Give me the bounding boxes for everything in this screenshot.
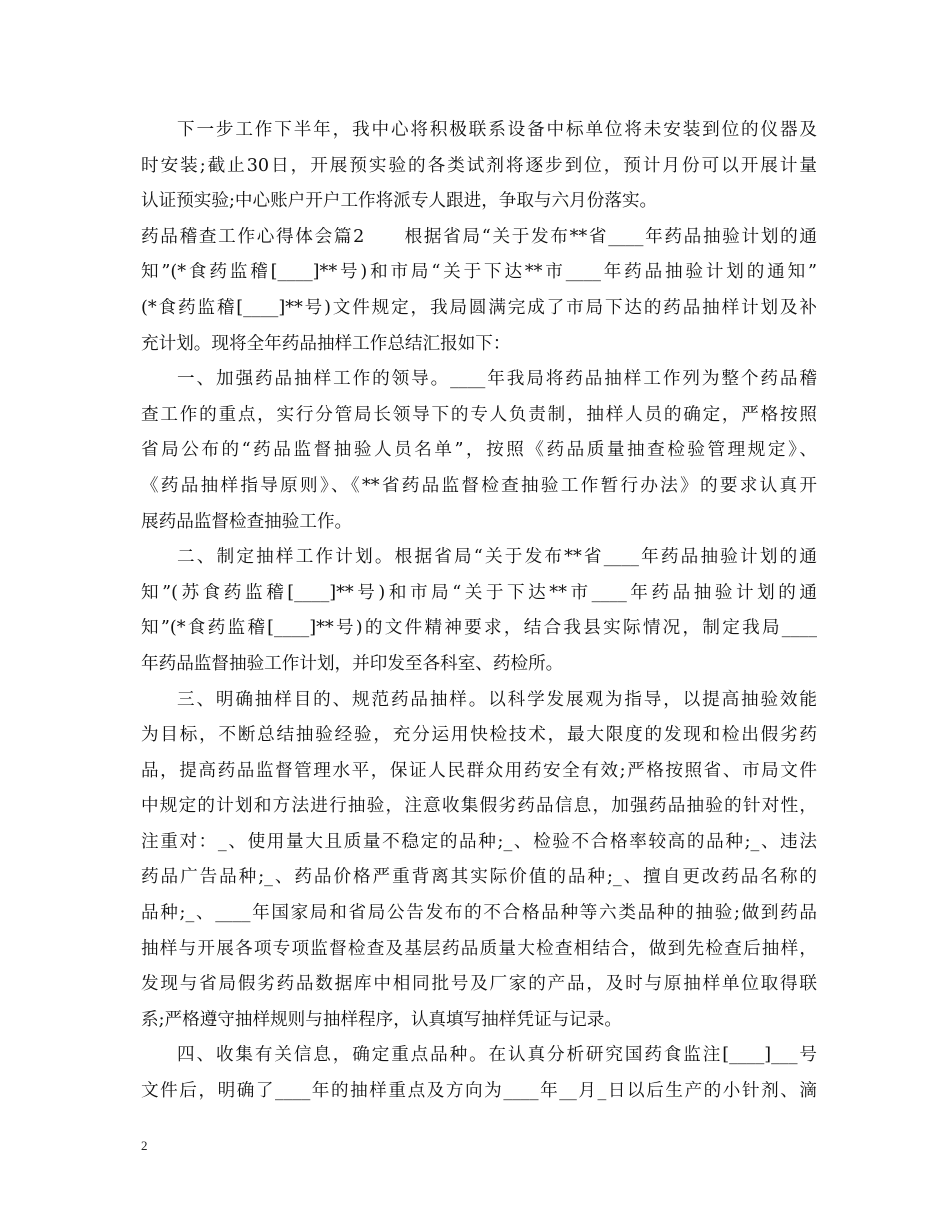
text-line: 年药品监督抽验工作计划，并印发至各科室、药检所。	[141, 653, 564, 674]
text-line: 下一步工作下半年，我中心将积极联系设备中标单位将未安装到位的仪器及	[177, 120, 817, 140]
text-line: 查工作的重点，实行分管局长领导下的专人负责制，抽样人员的确定，严格按照	[141, 404, 817, 425]
document-body	[141, 113, 817, 1110]
text-line: 发现与省局假劣药品数据库中相同批号及厂家的产品，及时与原抽样单位取得联	[141, 974, 817, 995]
text-line: 一、加强药品抽样工作的领导。____年我局将药品抽样工作列为整个药品稽	[177, 369, 817, 390]
text-line: 四、收集有关信息，确定重点品种。在认真分析研究国药食监注[____]___号	[177, 1045, 817, 1066]
text-line: 注重对：_、使用量大且质量不稳定的品种;_、检验不合格率较高的品种;_、违法	[141, 831, 817, 852]
text-line: 系;严格遵守抽样规则与抽样程序，认真填写抽样凭证与记录。	[141, 1009, 622, 1030]
text-line: 中规定的计划和方法进行抽验，注意收集假劣药品信息，加强药品抽验的针对性，	[141, 796, 817, 817]
text-line: 认证预实验;中心账户开户工作将派专人跟进，争取与六月份落实。	[141, 191, 658, 212]
text-line: 时安装;截止30日，开展预实验的各类试剂将逐步到位，预计月份可以开展计量	[141, 155, 817, 176]
text-line: 展药品监督检查抽验工作。	[141, 511, 353, 532]
text-line: 为目标，不断总结抽验经验，充分运用快检技术，最大限度的发现和检出假劣药	[141, 725, 817, 746]
text-line: (*食药监稽[____]**号)文件规定，我局圆满完成了市局下达的药品抽样计划及补	[141, 297, 817, 318]
text-line: 《药品抽样指导原则》、《**省药品监督检查抽验工作暂行办法》的要求认真开	[141, 475, 817, 496]
text-line: 文件后，明确了____年的抽样重点及方向为____年__月_日以后生产的小针剂、滴	[141, 1081, 817, 1102]
text-line: 三、明确抽样目的、规范药品抽样。以科学发展观为指导，以提高抽验效能	[177, 689, 817, 710]
text-line: 充计划。现将全年药品抽样工作总结汇报如下：	[141, 333, 511, 354]
text-line: 抽样与开展各项专项监督检查及基层药品质量大检查相结合，做到先检查后抽样，	[141, 938, 817, 959]
page-number: 2	[141, 1138, 148, 1153]
text-line: 品，提高药品监督管理水平，保证人民群众用药安全有效;严格按照省、市局文件	[141, 760, 817, 781]
text-line: 二、制定抽样工作计划。根据省局“关于发布**省____年药品抽验计划的通	[177, 547, 817, 568]
text-line: 品种;_、____年国家局和省局公告发布的不合格品种等六类品种的抽验;做到药品	[141, 903, 817, 924]
text-line: 知”(苏食药监稽[____]**号)和市局“关于下达**市____年药品抽验计划的通	[141, 582, 817, 603]
text-line: 知”(*食药监稽[____]**号)和市局“关于下达**市____年药品抽验计划的通知”	[141, 262, 817, 283]
text-line: 药品稽查工作心得体会篇2 根据省局“关于发布**省____年药品抽验计划的通	[141, 226, 817, 247]
text-line: 药品广告品种;_、药品价格严重背离其实际价值的品种;_、擅自更改药品名称的	[141, 867, 817, 888]
text-line: 省局公布的“药品监督抽验人员名单”，按照《药品质量抽查检验管理规定》、	[141, 440, 817, 461]
text-line: 知”(*食药监稽[____]**号)的文件精神要求，结合我县实际情况，制定我局____	[141, 618, 817, 639]
